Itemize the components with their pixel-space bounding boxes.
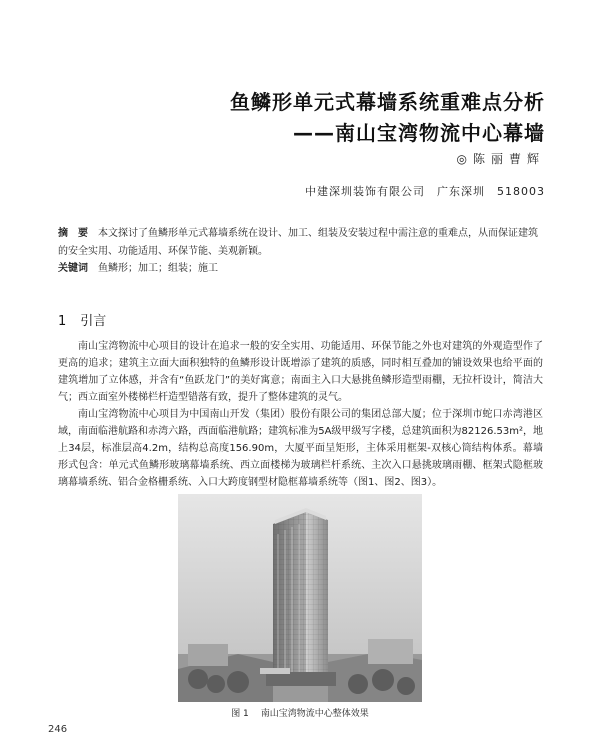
body-paragraph-2: 南山宝湾物流中心项目为中国南山开发（集团）股份有限公司的集团总部大厦；位于深圳市蛇口赤湾港区域，南面临港航路和赤湾六路，西面临港航路；建筑标准为5A级甲级写字楼，总建筑面积为82126.53m²，地上34层，标准层高4.2m，结构总高度156.90m，大厦平面呈矩形，主体采用框架-双核心筒结构体系。幕墙形式包含：单元式鱼鳞形玻璃幕墙系统、西立面楼梯为玻璃栏杆系统、主次入口悬挑玻璃雨棚、框架式隐框玻璃幕墙系统、铝合金格栅系统、入口大跨度钢型材隐框幕墙系统等（图1、图2、图3）。 [58,409,543,488]
figure-tower-image [178,494,422,702]
author-line: ◎陈丽曹辉 [456,152,545,166]
section-number: 1 [58,314,67,329]
paper-title-line2: ——南山宝湾物流中心幕墙 [293,121,545,145]
keywords-block [58,262,543,276]
section-title: 引言 [80,314,107,329]
section-heading [58,310,106,329]
affiliation-line: 中建深圳装饰有限公司 广东深圳 518003 [305,185,545,198]
keywords-label: 关键词 [58,263,88,274]
figure-number: 图 1 [231,709,249,719]
abstract-text: 本文探讨了鱼鳞形单元式幕墙系统在设计、加工、组装及安装过程中需注意的重难点，从而保证建筑的安全实用、功能适用、环保节能、美观新颖。 [58,228,538,257]
paper-title-line1: 鱼鳞形单元式幕墙系统重难点分析 [230,90,545,114]
figure-caption [0,706,600,719]
abstract-label: 摘 要 [58,228,88,239]
figure-caption-text: 南山宝湾物流中心整体效果 [260,709,369,719]
body-paragraph-1: 南山宝湾物流中心项目的设计在追求一般的安全实用、功能适用、环保节能之外也对建筑的外观造型作了更高的追求；建筑主立面大面积独特的鱼鳞形设计既增添了建筑的质感，同时相互叠加的铺设效果也给平面的建筑增加了立体感，并含有“鱼跃龙门”的美好寓意；南面主入口大悬挑鱼鳞形造型雨棚，无拉杆设计，简洁大气；西立面室外楼梯栏杆造型错落有致，提升了整体建筑的灵气。 [58,341,543,403]
page-number: 246 [48,724,68,735]
abstract-block [58,225,543,261]
keywords-text: 鱼鳞形；加工；组装；施工 [98,263,218,274]
